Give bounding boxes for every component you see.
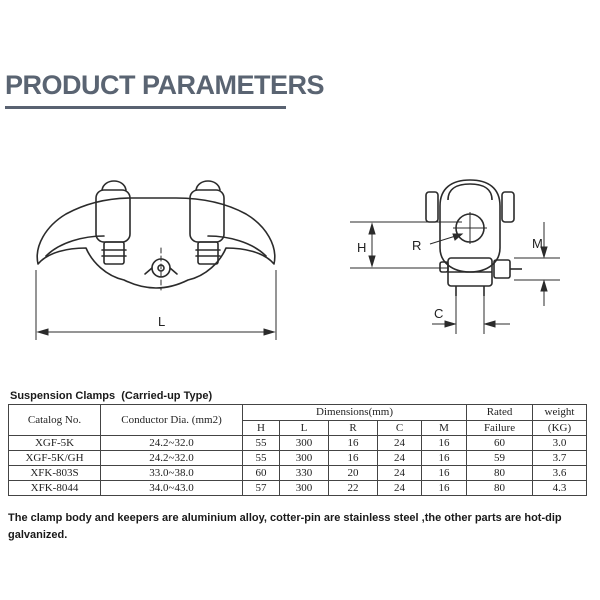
cell-catalog: XGF-5K <box>9 436 101 451</box>
title-underline <box>5 106 286 109</box>
cell-l: 330 <box>280 466 329 481</box>
label-length: L <box>158 314 166 329</box>
cell-c: 24 <box>378 466 422 481</box>
header-row <box>9 405 587 421</box>
cell-rated: 80 <box>467 481 533 496</box>
cell-m: 16 <box>422 481 467 496</box>
header-catalog: Catalog No. <box>9 405 101 436</box>
technical-drawing <box>0 140 600 365</box>
header-rated: Rated <box>467 405 533 421</box>
parameters-table <box>8 404 587 496</box>
header-failure: Failure <box>467 421 533 436</box>
header-c: C <box>378 421 422 436</box>
dimension-length <box>36 270 276 340</box>
keeper-right <box>190 190 224 242</box>
header-weight-unit: (KG) <box>533 421 587 436</box>
cell-catalog: XFK-803S <box>9 466 101 481</box>
header-m: M <box>422 421 467 436</box>
page-header <box>0 64 600 124</box>
cell-c: 24 <box>378 451 422 466</box>
cell-h: 60 <box>243 466 280 481</box>
header-h: H <box>243 421 280 436</box>
cell-weight: 4.3 <box>533 481 587 496</box>
label-m: M <box>532 236 543 251</box>
cell-catalog: XFK-8044 <box>9 481 101 496</box>
cell-l: 300 <box>280 436 329 451</box>
cell-c: 24 <box>378 436 422 451</box>
cell-c: 24 <box>378 481 422 496</box>
header-r: R <box>329 421 378 436</box>
cell-l: 300 <box>280 451 329 466</box>
cell-rated: 60 <box>467 436 533 451</box>
table-row <box>9 466 587 481</box>
cell-rated: 59 <box>467 451 533 466</box>
cell-m: 16 <box>422 436 467 451</box>
dimension-c <box>432 296 510 334</box>
cell-m: 16 <box>422 451 467 466</box>
cell-h: 55 <box>243 436 280 451</box>
table-row <box>9 436 587 451</box>
label-c: C <box>434 306 444 321</box>
cell-r: 16 <box>329 436 378 451</box>
label-height: H <box>357 240 367 255</box>
header-weight: weight <box>533 405 587 421</box>
table-row <box>9 451 587 466</box>
clamp-end-view <box>426 180 522 296</box>
cell-weight: 3.6 <box>533 466 587 481</box>
bolt-left <box>104 242 124 264</box>
label-radius: R <box>412 238 422 253</box>
cell-conductor: 24.2~32.0 <box>101 436 243 451</box>
cell-weight: 3.7 <box>533 451 587 466</box>
header-conductor: Conductor Dia. (mm2) <box>101 405 243 436</box>
cell-l: 300 <box>280 481 329 496</box>
page-title: PRODUCT PARAMETERS <box>5 70 325 100</box>
clamp-side-view <box>37 181 275 290</box>
cell-r: 22 <box>329 481 378 496</box>
section-title: Suspension Clamps (Carried-up Type) <box>10 390 213 402</box>
bolt-right <box>198 242 218 264</box>
cell-r: 16 <box>329 451 378 466</box>
header-l: L <box>280 421 329 436</box>
header-dimensions: Dimensions(mm) <box>243 405 467 421</box>
cell-h: 57 <box>243 481 280 496</box>
material-note: The clamp body and keepers are aluminium alloy, cotter-pin are stainless steel ,the other parts are hot-dip galvanized. <box>8 512 562 541</box>
cell-conductor: 33.0~38.0 <box>101 466 243 481</box>
cell-weight: 3.0 <box>533 436 587 451</box>
cell-rated: 80 <box>467 466 533 481</box>
table-row <box>9 481 587 496</box>
cell-conductor: 24.2~32.0 <box>101 451 243 466</box>
cell-catalog: XGF-5K/GH <box>9 451 101 466</box>
cell-r: 20 <box>329 466 378 481</box>
cell-m: 16 <box>422 466 467 481</box>
cell-h: 55 <box>243 451 280 466</box>
cell-conductor: 34.0~43.0 <box>101 481 243 496</box>
dimension-m <box>514 222 560 306</box>
